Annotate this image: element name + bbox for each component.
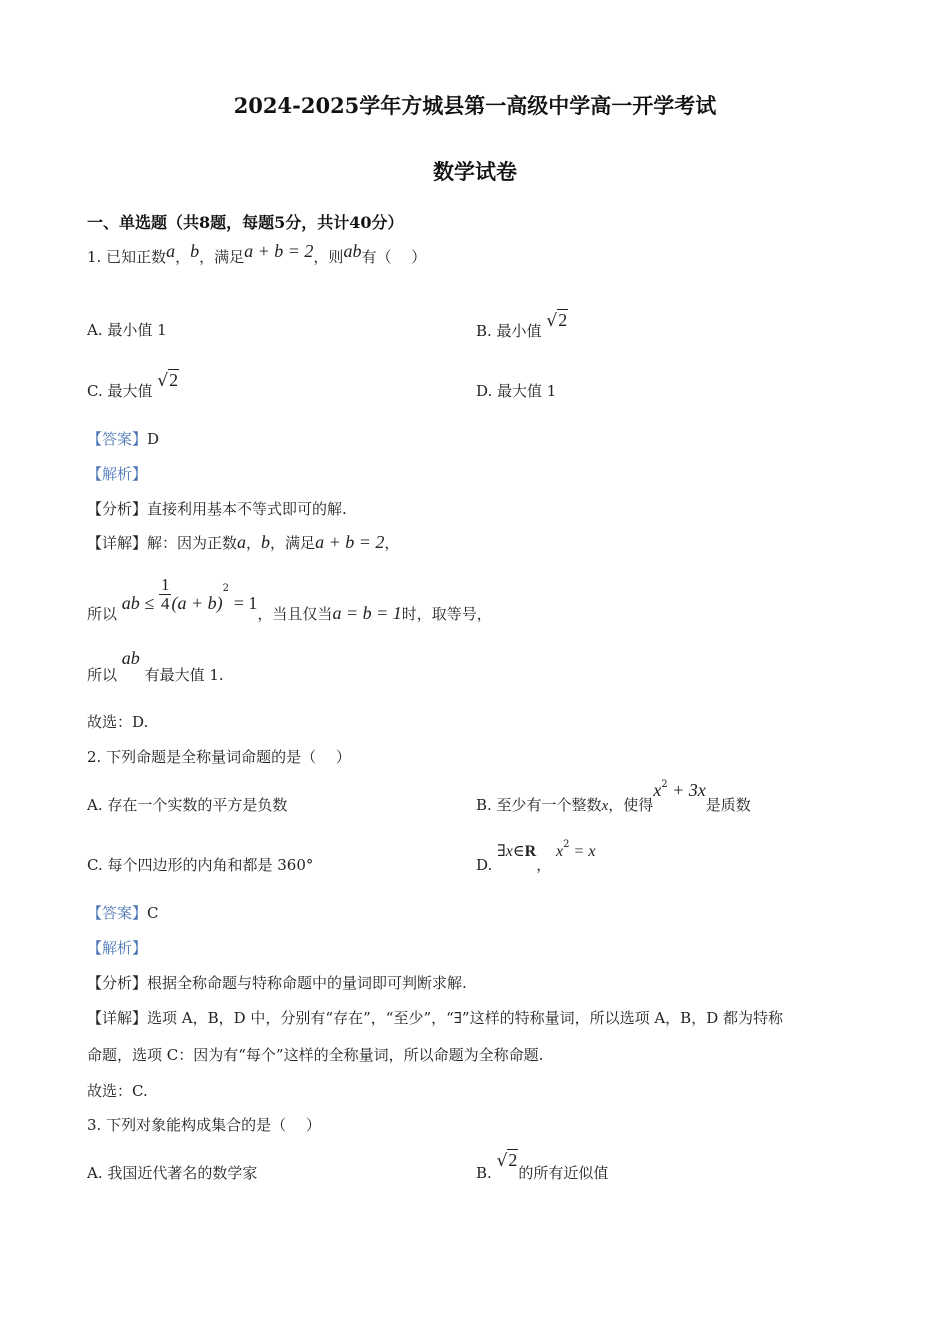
exam-subtitle: 数学试卷	[433, 159, 517, 184]
q2-option-d-real-set: R	[524, 843, 537, 860]
q1-stem-text: 1. 已知正数	[87, 248, 167, 266]
q2-option-b-expr-rest: + 3x	[667, 780, 706, 800]
q1-option-c-label: C. 最大值	[87, 382, 153, 400]
answer-tag: 【答案】	[87, 430, 148, 448]
q1-option-c-radicand: 2	[169, 370, 179, 390]
q1-answer-value: D	[147, 430, 160, 448]
q1-stem-text3: ，则	[313, 248, 344, 266]
q1-detail	[87, 532, 399, 553]
q1-line3-post: 有最大值 1.	[144, 666, 224, 684]
answer-tag: 【答案】	[87, 904, 148, 922]
q3-option-b-radicand: 2	[508, 1150, 518, 1170]
q2-option-b-mid: ，使得	[608, 796, 654, 814]
question-2-stem: 2. 下列命题是全称量词命题的是（ ）	[87, 748, 351, 766]
q1-detail-text: 解：因为正数	[147, 534, 238, 552]
fraction-one-quarter	[159, 576, 172, 613]
q2-option-b-pre: B. 至少有一个整数	[476, 796, 602, 814]
q2-fenxi-text: 根据全称命题与特称命题中的量词即可判断求解.	[147, 974, 467, 992]
q3-option-b-post: 的所有近似值	[518, 1164, 609, 1182]
q2-option-d-comma: ，	[536, 856, 552, 874]
q1-line2-mid: ，当且仅当	[257, 604, 333, 623]
q2-option-d-exists: ∃x∈	[497, 843, 525, 860]
q1-fenxi	[87, 498, 347, 519]
q1-detail-text2: ，满足	[270, 534, 316, 552]
q1-line2-exp: 2	[222, 582, 229, 594]
q1-choose: 故选：D.	[87, 713, 149, 731]
q1-detail-a: a	[237, 532, 247, 552]
q1-option-b-label: B. 最小值	[476, 322, 542, 340]
q1-answer	[87, 428, 159, 449]
q1-option-d: D. 最大值 1	[476, 382, 557, 400]
q2-option-d	[476, 839, 596, 874]
sqrt-symbol: √2	[546, 310, 568, 331]
q1-line2-post: 时，取等号，	[401, 604, 492, 623]
fraction-denominator: 4	[160, 594, 170, 613]
q1-line3-pre: 所以	[87, 666, 118, 684]
q1-detail-eq: a + b = 2	[315, 532, 385, 552]
question-1-stem	[87, 241, 427, 267]
q2-option-b-exp: 2	[661, 779, 668, 790]
q2-option-b	[476, 779, 751, 814]
section-heading: 一、单选题（共8题，每题5分，共计40分）	[87, 213, 404, 232]
q1-stem-text4: 有（ ）	[361, 248, 427, 266]
q1-option-c	[87, 370, 179, 400]
q1-detail-comma: ，	[246, 534, 262, 552]
q2-choose: 故选：C.	[87, 1082, 148, 1100]
q1-detail-b: b	[261, 532, 271, 552]
q2-answer-value: C	[147, 904, 159, 922]
q2-option-b-post: 是质数	[705, 796, 751, 814]
q2-option-d-x: x	[556, 843, 564, 860]
q1-option-a: A. 最小值 1	[87, 321, 167, 339]
fenxi-tag: 【分析】	[87, 974, 148, 992]
q2-answer	[87, 902, 159, 923]
fenxi-tag: 【分析】	[87, 500, 148, 518]
q1-line2-paren: (a + b)	[171, 592, 223, 613]
q2-option-d-label: D.	[476, 856, 493, 874]
q3-option-a: A. 我国近代著名的数学家	[87, 1164, 258, 1182]
sqrt-symbol: √2	[496, 1150, 518, 1171]
q1-analysis-tag: 【解析】	[87, 465, 148, 483]
fraction-numerator: 1	[160, 575, 170, 594]
q2-option-b-x: x	[601, 798, 609, 814]
q1-fenxi-text: 直接利用基本不等式即可的解.	[147, 500, 347, 518]
q1-line2-eq: = 1	[233, 592, 258, 613]
q3-option-b-label: B.	[476, 1164, 492, 1182]
q2-option-c: C. 每个四边形的内角和都是 360°	[87, 856, 314, 874]
q2-detail-text1: 选项 A，B，D 中，分别有“存在”，“至少”，“∃”这样的特称量词，所以选项 A，B，D 都为特称	[147, 1009, 784, 1027]
q1-conclusion-line	[87, 648, 224, 684]
q1-detail-text3: ，	[384, 534, 400, 552]
exam-title: 2024-2025学年方城县第一高级中学高一开学考试	[233, 93, 717, 118]
q3-option-b	[476, 1150, 609, 1182]
q1-option-b-radicand: 2	[558, 310, 568, 330]
q1-var-ab: ab	[343, 241, 362, 261]
q1-var-a: a	[166, 241, 176, 261]
detail-tag: 【详解】	[87, 1009, 148, 1027]
q1-inequality-line	[87, 566, 492, 623]
q2-detail-line2: 命题，选项 C：因为有“每个”这样的全称量词，所以命题为全称命题.	[87, 1046, 544, 1064]
q1-stem-text2: ，满足	[199, 248, 245, 266]
q1-option-b	[476, 310, 568, 340]
q2-option-d-exp: 2	[563, 839, 570, 850]
q1-line2-cond: a = b = 1	[332, 602, 402, 623]
detail-tag: 【详解】	[87, 534, 148, 552]
q1-line3-ab: ab	[121, 648, 140, 668]
q1-line2-pre: 所以	[87, 604, 118, 623]
q2-detail-line1	[87, 1007, 783, 1028]
q1-comma: ，	[175, 248, 191, 266]
q2-analysis-tag: 【解析】	[87, 939, 148, 957]
q2-option-d-rest: = x	[569, 843, 596, 860]
sqrt-symbol: √2	[157, 370, 179, 391]
q2-fenxi	[87, 972, 467, 993]
q2-option-a: A. 存在一个实数的平方是负数	[87, 796, 288, 814]
q1-condition: a + b = 2	[244, 241, 314, 261]
question-3-stem: 3. 下列对象能构成集合的是（ ）	[87, 1116, 321, 1134]
q2-option-b-expr-x: x	[653, 780, 662, 800]
q1-line2-ab: ab ≤	[121, 592, 155, 613]
q1-var-b: b	[190, 241, 200, 261]
